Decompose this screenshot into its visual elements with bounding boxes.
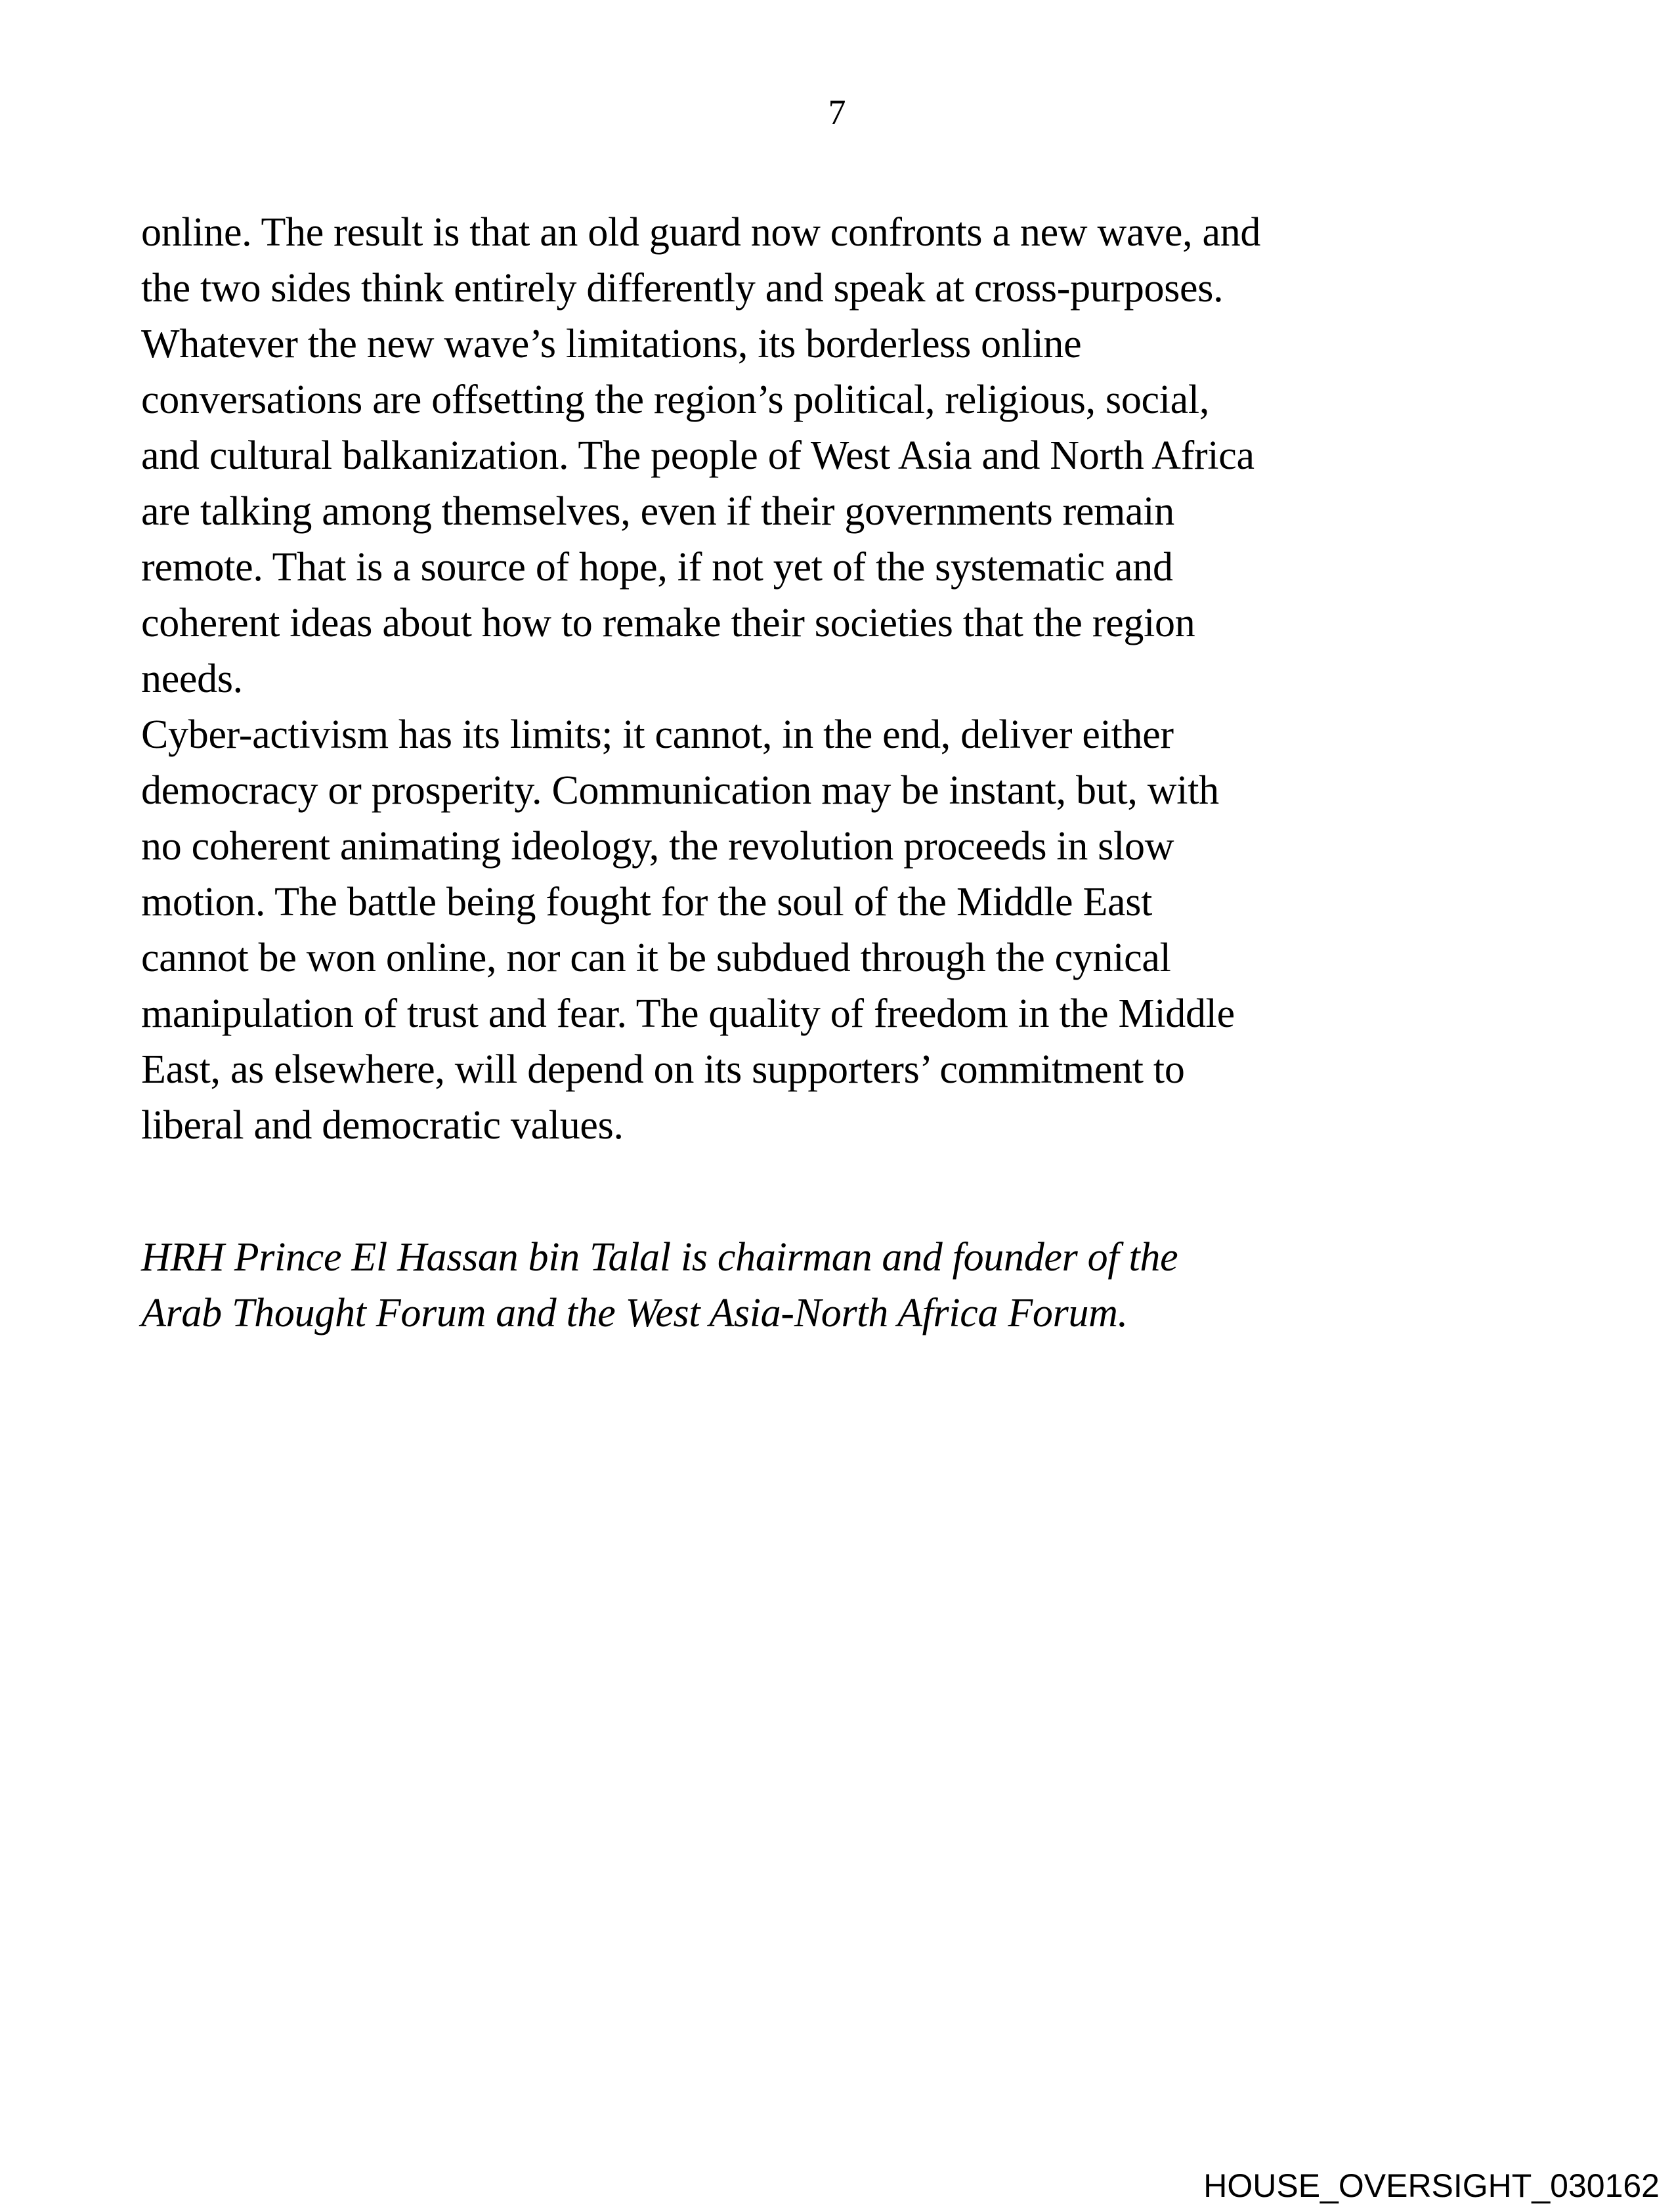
text-line: Arab Thought Forum and the West Asia-North Africa Forum. xyxy=(141,1291,1128,1335)
text-line: remote. That is a source of hope, if not yet of the systematic and xyxy=(141,545,1173,590)
body-text xyxy=(141,205,1559,1341)
text-line: and cultural balkanization. The people of West Asia and North Africa xyxy=(141,433,1255,478)
text-line: East, as elsewhere, will depend on its supporters’ commitment to xyxy=(141,1047,1185,1092)
text-line: manipulation of trust and fear. The quality of freedom in the Middle xyxy=(141,991,1235,1036)
text-line: liberal and democratic values. xyxy=(141,1103,624,1148)
text-line: are talking among themselves, even if their governments remain xyxy=(141,489,1174,534)
text-line: the two sides think entirely differently and speak at cross-purposes. xyxy=(141,266,1224,311)
paragraph-1 xyxy=(141,205,1559,707)
text-line: motion. The battle being fought for the soul of the Middle East xyxy=(141,880,1153,924)
text-line: Whatever the new wave’s limitations, its borderless online xyxy=(141,322,1082,366)
text-line: needs. xyxy=(141,657,243,701)
text-line: Cyber-activism has its limits; it cannot, in the end, deliver either xyxy=(141,712,1174,757)
text-line: democracy or prosperity. Communication may be instant, but, with xyxy=(141,768,1219,813)
text-line: online. The result is that an old guard now confronts a new wave, and xyxy=(141,210,1261,255)
text-line: coherent ideas about how to remake their societies that the region xyxy=(141,601,1195,645)
page-number: 7 xyxy=(828,93,846,132)
text-line: cannot be won online, nor can it be subdued through the cynical xyxy=(141,936,1171,980)
text-line: HRH Prince El Hassan bin Talal is chairman and founder of the xyxy=(141,1235,1178,1280)
paragraph-2 xyxy=(141,707,1559,1154)
author-attribution xyxy=(141,1230,1559,1341)
text-line: no coherent animating ideology, the revolution proceeds in slow xyxy=(141,824,1174,869)
text-line: conversations are offsetting the region’s political, religious, social, xyxy=(141,378,1210,422)
bates-stamp: HOUSE_OVERSIGHT_030162 xyxy=(1203,2167,1660,2204)
